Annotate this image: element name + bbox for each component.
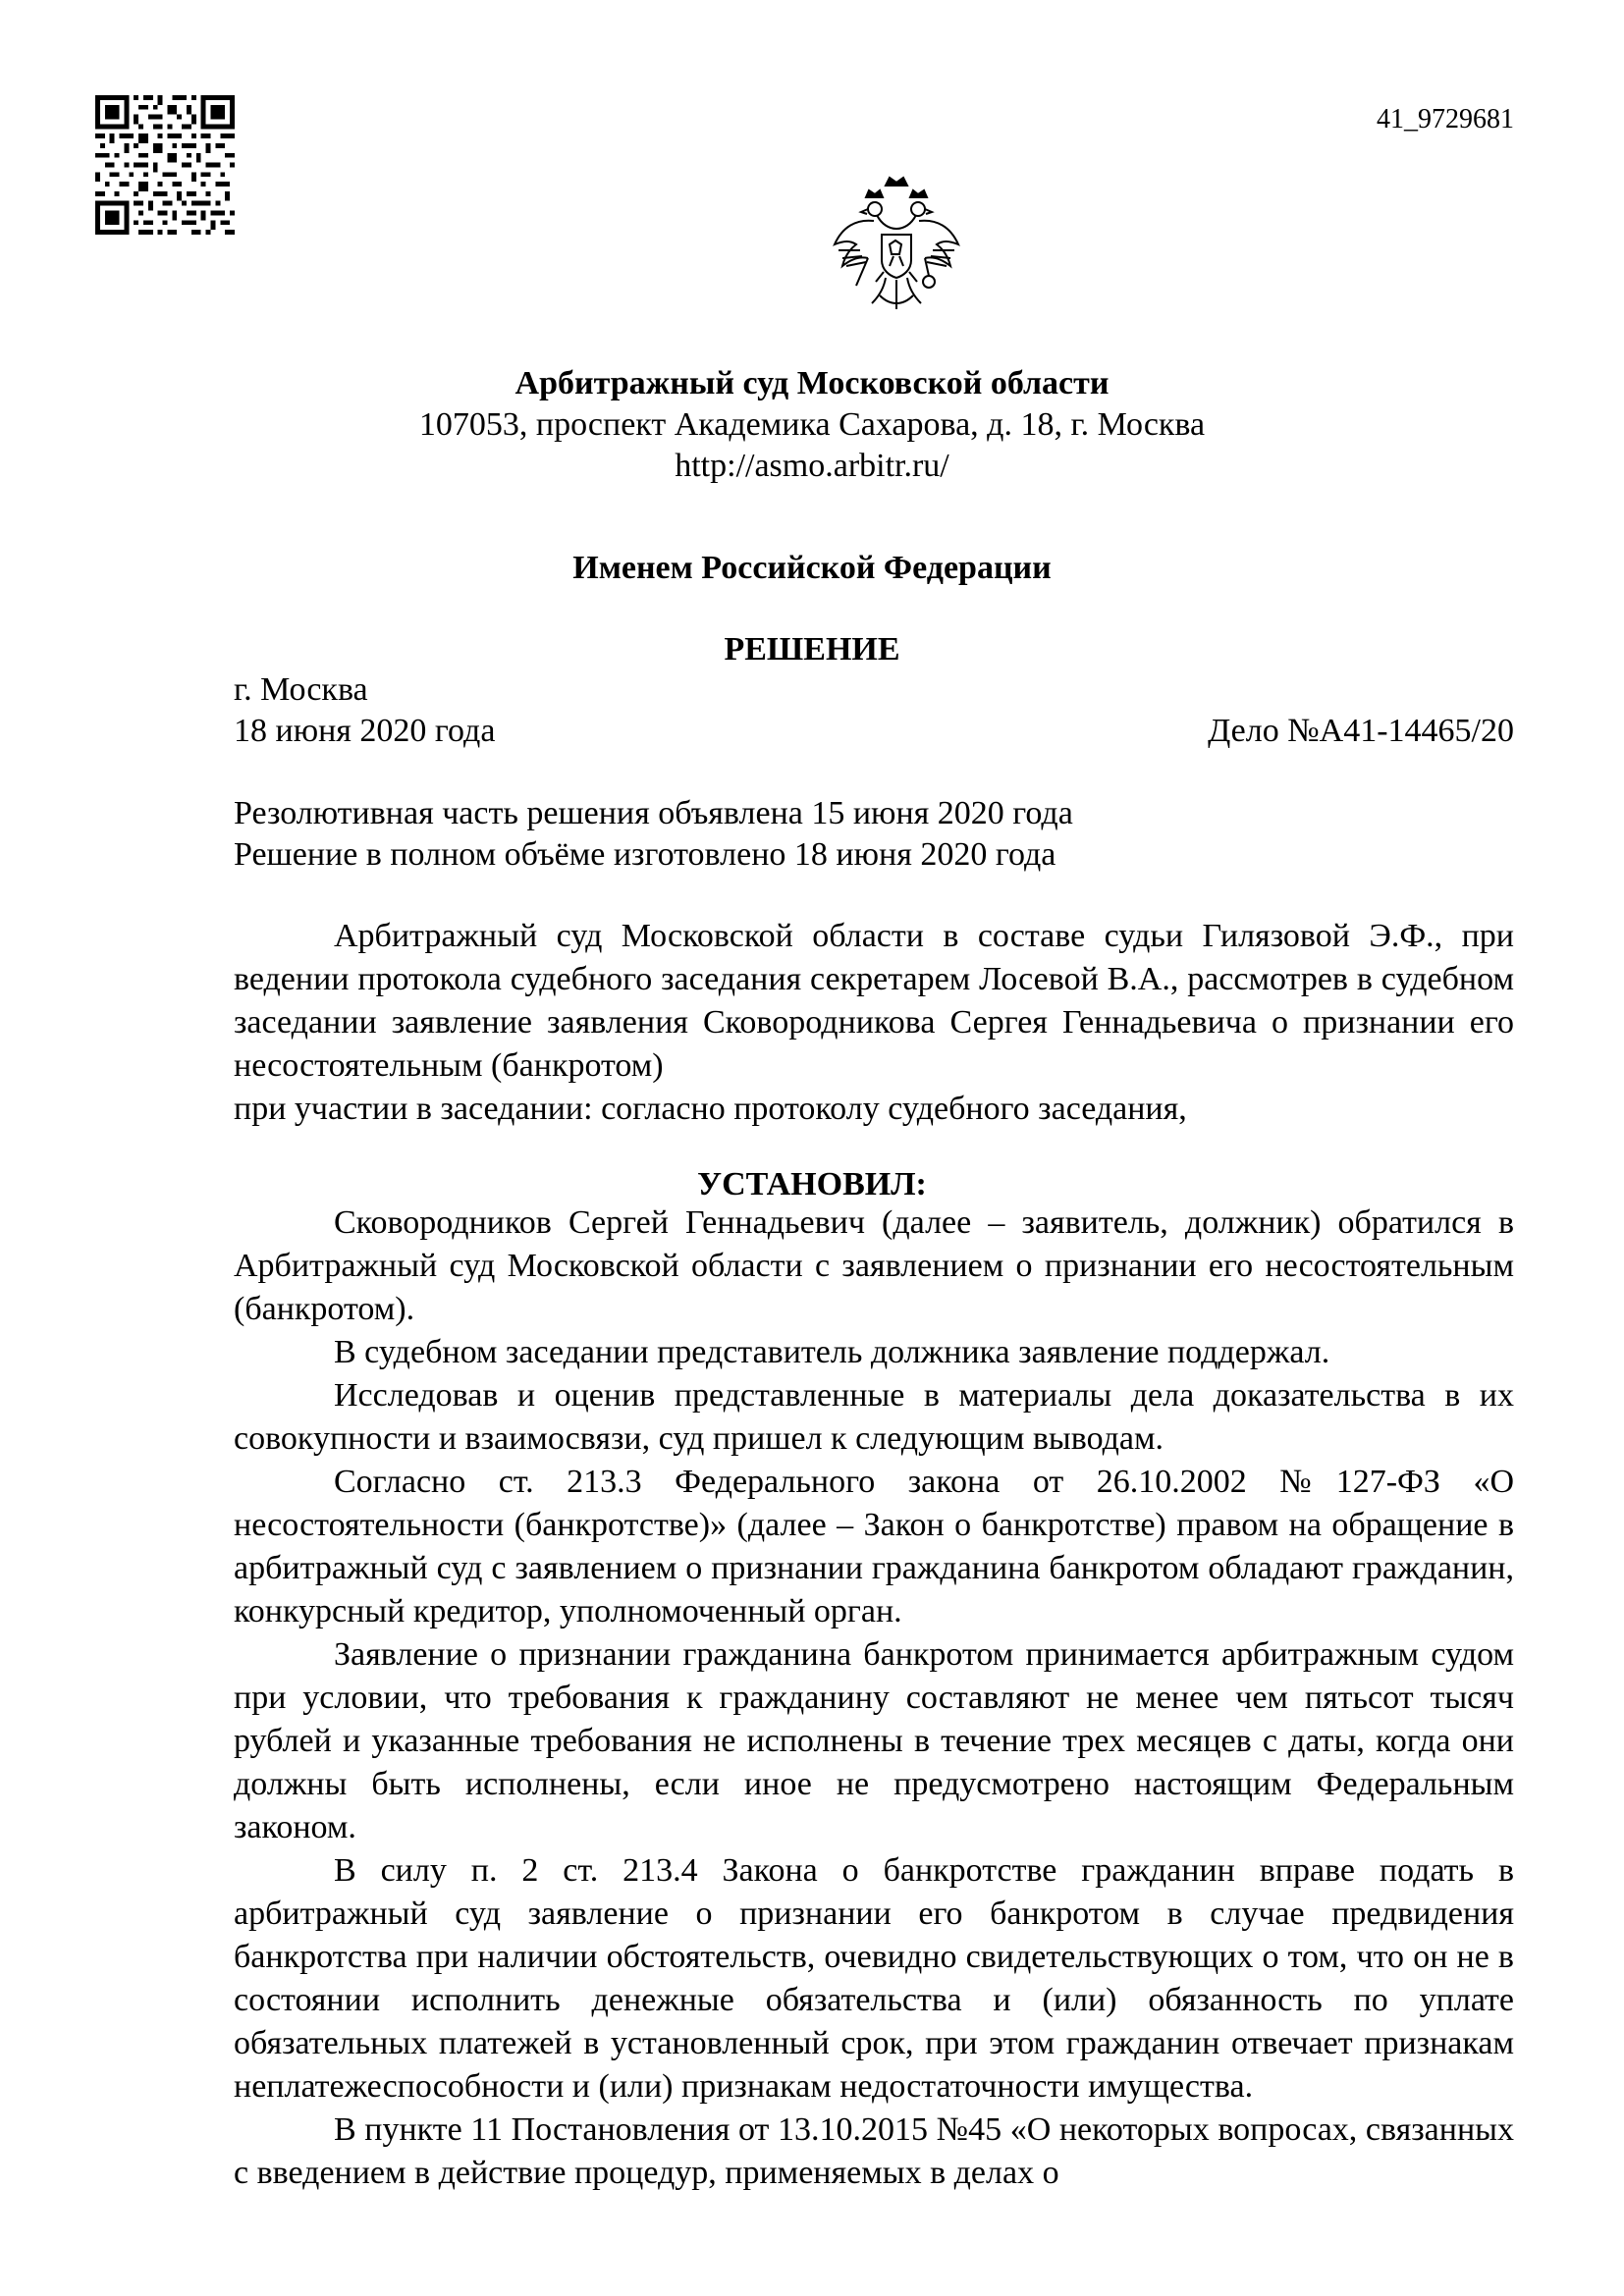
intro-section [234,915,1514,1131]
decision-full-line: Решение в полном объёме изготовлено 18 июня 2020 года [234,836,1056,873]
document-type-title: РЕШЕНИЕ [724,631,900,667]
paragraph-article-213-4: В силу п. 2 ст. 213.4 Закона о банкротстве гражданин вправе подать в арбитражный суд заявление о признании его банкротом в случае предвидения банкротства при наличии обстоятельств, очевидно свидетельствующих о том, что он не в состоянии исполнить денежные обязательства и (или) обязанность по уплате обязательных платежей в установленный срок, при этом гражданин отвечает признакам неплатежеспособности и (или) признакам недостаточности имущества. [234,1852,1514,2105]
qr-code-icon [95,95,235,235]
intro-paragraph: Арбитражный суд Московской области в составе судьи Гилязовой Э.Ф., при ведении протокола судебного заседания секретарем Лосевой В.А., рассмотрев в судебном заседании заявление заявления Сковородникова Сергея Геннадьевича о признании его несостоятельным (банкротом) [234,918,1514,1084]
paragraph-claim-conditions: Заявление о признании гражданина банкротом принимается арбитражным судом при условии, что требования к гражданину составляют не менее чем пятьсот тысяч рублей и указанные требования не исполнены в течение трех месяцев с даты, когда они должны быть исполнены, если иное не предусмотрено настоящим Федеральным законом. [234,1636,1514,1845]
case-number: Дело №А41-14465/20 [1208,713,1514,749]
established-title: УСТАНОВИЛ: [697,1166,927,1202]
court-name: Арбитражный суд Московской области [514,365,1110,401]
paragraph-hearing: В судебном заседании представитель должника заявление поддержал. [334,1334,1330,1370]
established-section [234,1201,1514,2195]
in-name-heading: Именем Российской Федерации [572,550,1052,586]
document-id: 41_9729681 [1377,104,1514,134]
paragraph-article-213-3: Согласно ст. 213.3 Федерального закона от 26.10.2002 №127-ФЗ «О несостоятельности (банкротстве)» (далее – Закон о банкротстве) правом на обращение в арбитражный суд с заявлением о признании гражданина банкротом обладают гражданин, конкурсный кредитор, уполномоченный орган. [234,1464,1514,1629]
participation-line: при участии в заседании: согласно протоколу судебного заседания, [234,1091,1187,1127]
paragraph-evidence: Исследовав и оценив представленные в материалы дела доказательства в их совокупности и взаимосвязи, суд пришел к следующим выводам. [234,1377,1514,1457]
paragraph-resolution-45: В пункте 11 Постановления от 13.10.2015 №45 «О некоторых вопросах, связанных с введением в действие процедур, применяемых в делах о [234,2111,1514,2191]
paragraph-applicant: Сковородников Сергей Геннадьевич (далее – заявитель, должник) обратился в Арбитражный суд Московской области с заявлением о признании его несостоятельным (банкротом). [234,1204,1514,1327]
court-website: http://asmo.arbitr.ru/ [675,448,949,484]
resolution-announced-line: Резолютивная часть решения объявлена 15 июня 2020 года [234,795,1073,831]
city: г. Москва [234,671,368,708]
coat-of-arms-icon [821,172,972,323]
court-address: 107053, проспект Академика Сахарова, д. 18, г. Москва [418,406,1206,443]
decision-date: 18 июня 2020 года [234,713,496,749]
